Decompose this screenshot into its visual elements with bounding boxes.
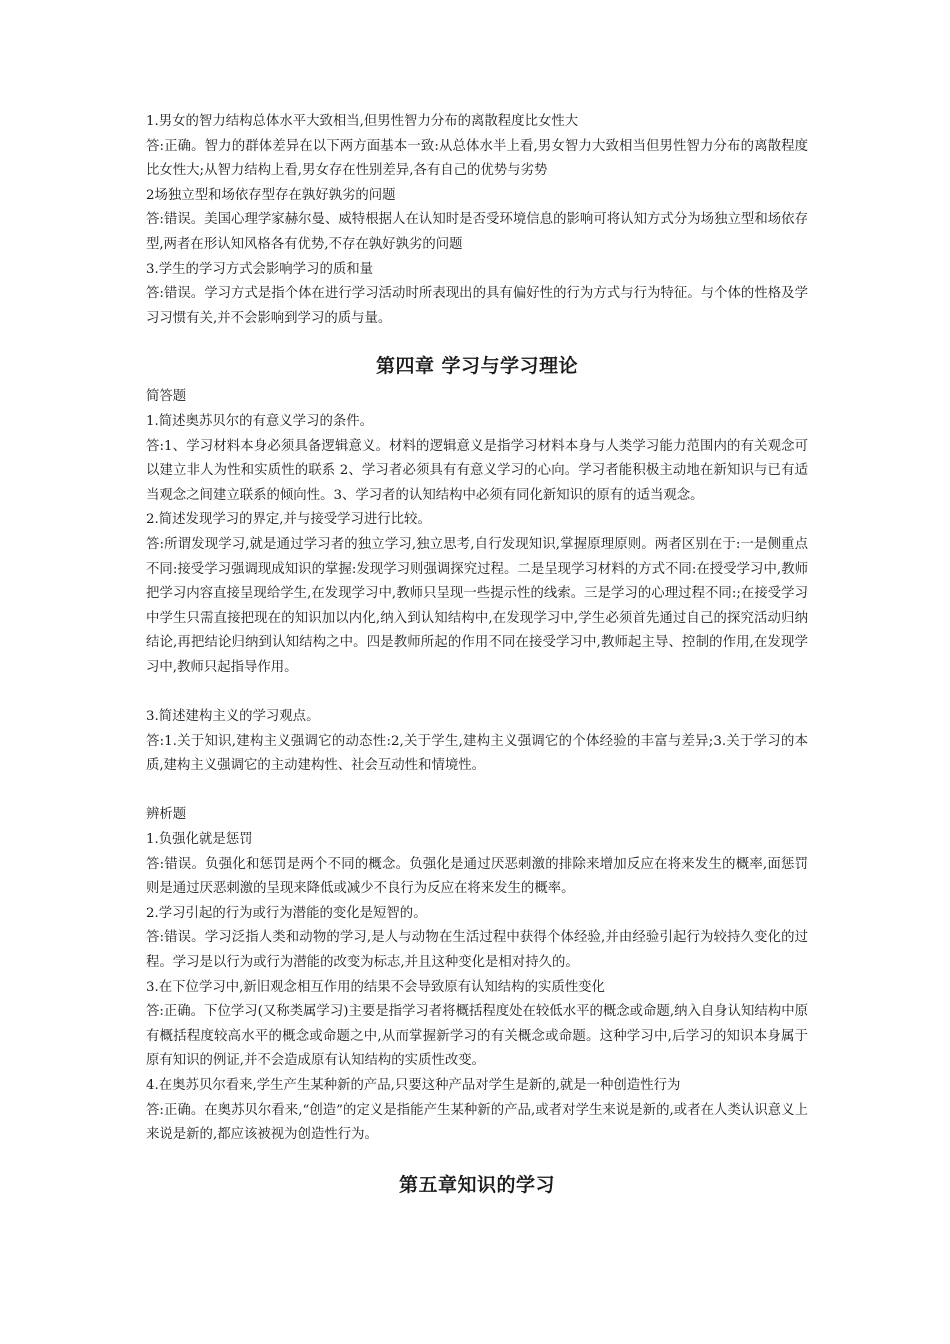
question-3: 3.学生的学习方式会影响学习的质和量 [146,261,374,277]
analysis-question-4: 4.在奥苏贝尔看来,学生产生某种新的产品,只要这种产品对学生是新的,就是一种创造性行为 [146,1077,681,1093]
ch4-answer-3: 答:1.关于知识,建构主义强调它的动态性:2,关于学生,建构主义强调它的个体经验的丰富与差异;3.关于学习的本质,建构主义强调它的主动建构性、社会互动性和情境性。 [146,733,808,774]
analysis-answer-1: 答:错误。负强化和惩罚是两个不同的概念。负强化是通过厌恶刺激的排除来增加反应在将来发生的概率,面惩罚则是通过厌恶刺激的呈现来降低或减少不良行为反应在将来发生的概率。 [146,856,808,897]
ch4-answer-1: 答:1、学习材料本身必须具备逻辑意义。材料的逻辑意义是指学习材料本身与人类学习能力范围内的有关观念可以建立非人为性和实质性的联系 2、学习者必须具有有意义学习的心向。学习者能积极主动地在新知识与已有适当观念之间建立联系的倾向性。3、学习者的认知结构中必须有同化新知识的原有的适当观念。 [146,438,808,503]
analysis-answer-3: 答:正确。下位学习(又称类属学习)主要是指学习者将概括程度处在较低水平的概念或命题,纳入自身认知结构中原有概括程度较高水平的概念或命题之中,从而掌握新学习的有关概念或命题。这种学习中,后学习的知识本身属于原有知识的例证,并不会造成原有认知结构的实质性改变。 [146,1004,808,1069]
ch4-question-2: 2.简述发现学习的界定,并与接受学习进行比较。 [146,512,431,528]
short-answer-heading: 简答题 [146,389,187,405]
analysis-question-2: 2.学习引起的行为或行为潜能的变化是短智的。 [146,905,427,921]
answer-3: 答:错误。学习方式是指个体在进行学习活动时所表现出的具有偏好性的行为方式与行为特征。与个体的性格及学习习惯有关,并不会影响到学习的质与量。 [146,286,808,326]
ch4-question-3: 3.简述建构主义的学习观点。 [146,709,320,725]
question-2: 2场独立型和场依存型存在孰好孰劣的问题 [146,187,396,203]
answer-1: 答:正确。智力的群体差异在以下两方面基本一致:从总体水半上看,男女智力大致相当但男性智力分布的离散程度比女性大;从智力结构上看,男女存在性别差异,各有自己的优势与劣势 [146,138,808,179]
document-page [146,110,808,1200]
question-1: 1.男女的智力结构总体水平大致相当,但男性智力分布的离散程度比女性大 [146,114,579,129]
analysis-question-1: 1.负强化就是惩罚 [146,832,253,848]
analysis-heading: 辨析题 [146,807,187,823]
ch4-question-1: 1.简述奥苏贝尔的有意义学习的条件。 [146,413,374,429]
chapter-5-title: 第五章知识的学习 [398,1173,555,1196]
ch4-answer-2: 答:所谓发现学习,就是通过学习者的独立学习,独立思考,自行发现知识,掌握原理原则。两者区别在于:一是侧重点不同:接受学习强调现成知识的掌握:发现学习则强调探究过程。二是呈现学习材料的方式不同:在授受学习中,教师把学习内容直接呈现给学生,在发现学习中,教师只呈现一些提示性的线索。三是学习的心理过程不同:;在接受学习中学生只需直接把现在的知识加以内化,纳入到认知结构中,在发现学习中,学生必须首先通过自己的探究活动归纳结论,再把结论归纳到认知结构之中。四是教师所起的作用不同在接受学习中,教师起主导、控制的作用,在发现学习中,教师只起指导作用。 [146,536,808,675]
analysis-answer-4: 答:正确。在奥苏贝尔看来,“创造”的定义是指能产生某种新的产品,或者对学生来说是新的,或者在人类认识意义上来说是新的,都应该被视为创造性行为。 [146,1102,808,1143]
answer-2: 答:错误。美国心理学家赫尔曼、威特根据人在认知时是否受环境信息的影响可将认知方式分为场独立型和场依存型,两者在形认知风格各有优势,不存在孰好孰劣的问题 [146,212,808,252]
analysis-question-3: 3.在下位学习中,新旧观念相互作用的结果不会导致原有认知结构的实质性变化 [146,979,605,995]
chapter-4-title: 第四章 学习与学习理论 [375,355,579,378]
analysis-answer-2: 答:错误。学习泛指人类和动物的学习,是人与动物在生活过程中获得个体经验,并由经验引起行为较持久变化的过程。学习是以行为或行为潜能的改变为标志,并且这种变化是相对持久的。 [146,930,808,970]
